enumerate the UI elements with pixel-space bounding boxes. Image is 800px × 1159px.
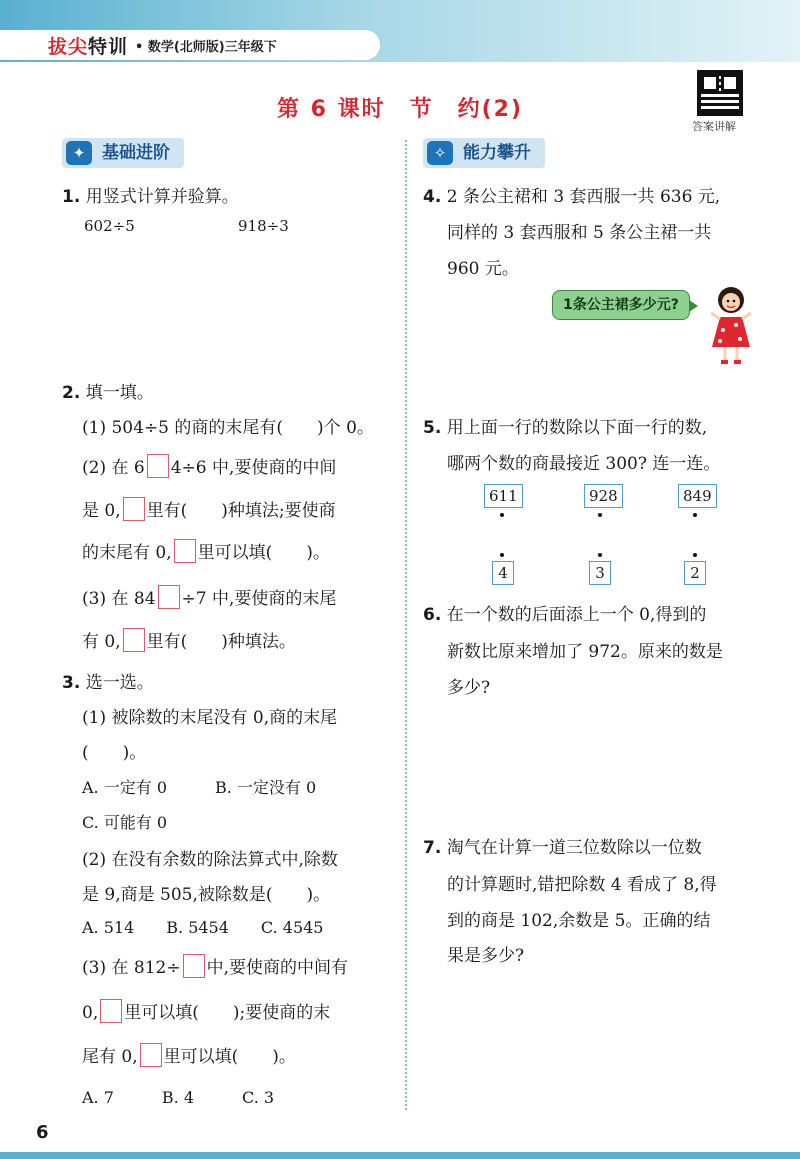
q3-part3-line1 <box>82 953 348 978</box>
q3-p3c-pre: 尾有 0, <box>82 1047 138 1067</box>
section-ability-label: 能力攀升 <box>463 143 531 163</box>
q3-part2-line2: 是 9,商是 505,被除数是( )。 <box>82 885 331 905</box>
q2-p3a-pre: (3) 在 84 <box>82 589 156 609</box>
answer-box[interactable] <box>140 1043 162 1067</box>
answer-box[interactable] <box>158 585 180 609</box>
q2-p2a-post: 4÷6 中,要使商的中间 <box>170 458 337 478</box>
question-2-text: 填一填。 <box>85 383 154 403</box>
brand-black: 特训 <box>88 36 129 58</box>
q3-p3a-post: 中,要使商的中间有 <box>206 958 348 978</box>
question-1 <box>62 182 239 207</box>
q2-p2c-post: 里可以填( )。 <box>197 543 330 563</box>
question-6-line3: 多少? <box>447 678 491 698</box>
section-basic-label: 基础进阶 <box>102 143 170 163</box>
bottom-number-box[interactable]: 2 <box>684 561 706 585</box>
page-number: 6 <box>36 1122 49 1143</box>
connect-dot[interactable] <box>693 553 697 557</box>
section-basic <box>62 138 184 168</box>
brand-logo <box>48 32 128 59</box>
question-6-line1 <box>423 600 706 625</box>
connect-dot[interactable] <box>598 513 602 517</box>
q2-part2-line1 <box>82 453 336 478</box>
question-7-text-1: 淘气在计算一道三位数除以一位数 <box>446 838 702 858</box>
question-6-text-1: 在一个数的后面添上一个 0,得到的 <box>446 605 707 625</box>
question-4-line2: 同样的 3 套西服和 5 条公主裙一共 <box>447 223 712 243</box>
question-7-line1 <box>423 833 702 858</box>
question-7-line4: 果是多少? <box>447 946 525 966</box>
answer-box[interactable] <box>147 454 169 478</box>
q3-part1-line1: (1) 被除数的末尾没有 0,商的末尾 <box>82 708 338 728</box>
runner-icon: ✦ <box>66 141 92 165</box>
q2-part3-line1 <box>82 584 336 609</box>
answer-box[interactable] <box>183 954 205 978</box>
q3-p3a-pre: (3) 在 812÷ <box>82 958 181 978</box>
answer-box[interactable] <box>100 999 122 1023</box>
climber-icon: ✧ <box>427 141 453 165</box>
brand-red: 拔尖 <box>48 36 89 58</box>
qr-code-icon[interactable] <box>697 70 743 116</box>
answer-box[interactable] <box>174 539 196 563</box>
bottom-number-box[interactable]: 4 <box>492 561 514 585</box>
q2-p3a-post: ÷7 中,要使商的末尾 <box>181 589 337 609</box>
girl-illustration-icon <box>708 285 754 367</box>
q2-p2b-post: 里有( )种填法;要使商 <box>146 501 336 521</box>
q3-part3-options: A. 7 B. 4 C. 3 <box>82 1088 275 1107</box>
question-5-number: 5. <box>423 418 442 438</box>
question-1-number: 1. <box>62 187 81 207</box>
q2-p2a-pre: (2) 在 6 <box>82 458 145 478</box>
q3-part1-option-c: C. 可能有 0 <box>82 813 168 832</box>
section-ability <box>423 138 545 168</box>
column-divider <box>405 140 407 1110</box>
question-4-number: 4. <box>423 187 442 207</box>
q2-part2-line3 <box>82 538 330 563</box>
q3-part3-line3 <box>82 1042 296 1067</box>
question-3 <box>62 668 154 693</box>
question-6-number: 6. <box>423 605 442 625</box>
question-7-line2: 的计算题时,错把除数 4 看成了 8,得 <box>447 875 717 895</box>
q3-p3b-post: 里可以填( );要使商的末 <box>124 1003 331 1023</box>
connect-dot[interactable] <box>500 513 504 517</box>
answer-box[interactable] <box>123 497 145 521</box>
question-5-line1 <box>423 413 707 438</box>
q2-p3b-pre: 有 0, <box>82 632 121 652</box>
q1-expr-b: 918÷3 <box>238 217 289 235</box>
q3-part1-options: A. 一定有 0 B. 一定没有 0 <box>82 778 317 797</box>
q3-part1-line2: ( )。 <box>82 743 147 763</box>
question-3-text: 选一选。 <box>85 673 154 693</box>
q2-part1: (1) 504÷5 的商的末尾有( )个 0。 <box>82 418 374 438</box>
q3-part2-line1: (2) 在没有余数的除法算式中,除数 <box>82 850 338 870</box>
speech-bubble: 1条公主裙多少元? <box>552 290 690 320</box>
q2-part3-line2 <box>82 627 296 652</box>
question-2-number: 2. <box>62 383 81 403</box>
top-number-box[interactable]: 928 <box>584 484 623 508</box>
connect-dot[interactable] <box>693 513 697 517</box>
q3-part2-options: A. 514 B. 5454 C. 4545 <box>82 918 324 937</box>
question-3-number: 3. <box>62 673 81 693</box>
q3-p3c-post: 里可以填( )。 <box>163 1047 296 1067</box>
qr-caption: 答案讲解 <box>692 120 736 133</box>
question-5-text-1: 用上面一行的数除以下面一行的数, <box>446 418 708 438</box>
question-2 <box>62 378 154 403</box>
question-4-line3: 960 元。 <box>447 259 519 279</box>
question-6-line2: 新数比原来增加了 972。原来的数是 <box>447 642 723 662</box>
top-number-box[interactable]: 611 <box>484 484 523 508</box>
series-title: • 数学(北师版)三年级下 <box>135 40 277 55</box>
bottom-number-box[interactable]: 3 <box>589 561 611 585</box>
question-7-line3: 到的商是 102,余数是 5。正确的结 <box>447 911 711 931</box>
top-number-box[interactable]: 849 <box>678 484 717 508</box>
q2-p3b-post: 里有( )种填法。 <box>146 632 296 652</box>
connect-dot[interactable] <box>500 553 504 557</box>
question-4-line1 <box>423 182 720 207</box>
question-4-text-1: 2 条公主裙和 3 套西服一共 636 元, <box>446 187 721 207</box>
q3-part3-line2 <box>82 998 330 1023</box>
q2-p2c-pre: 的末尾有 0, <box>82 543 172 563</box>
question-7-number: 7. <box>423 838 442 858</box>
q2-part2-line2 <box>82 496 336 521</box>
lesson-title: 第 6 课时 节 约(2) <box>276 97 524 122</box>
connect-dot[interactable] <box>598 553 602 557</box>
question-1-text: 用竖式计算并验算。 <box>85 187 239 207</box>
q2-p2b-pre: 是 0, <box>82 501 121 521</box>
q3-p3b-pre: 0, <box>82 1003 99 1023</box>
answer-box[interactable] <box>123 628 145 652</box>
footer-bar <box>0 1152 800 1159</box>
question-5-line2: 哪两个数的商最接近 300? 连一连。 <box>447 454 721 474</box>
q1-expr-a: 602÷5 <box>84 217 135 235</box>
